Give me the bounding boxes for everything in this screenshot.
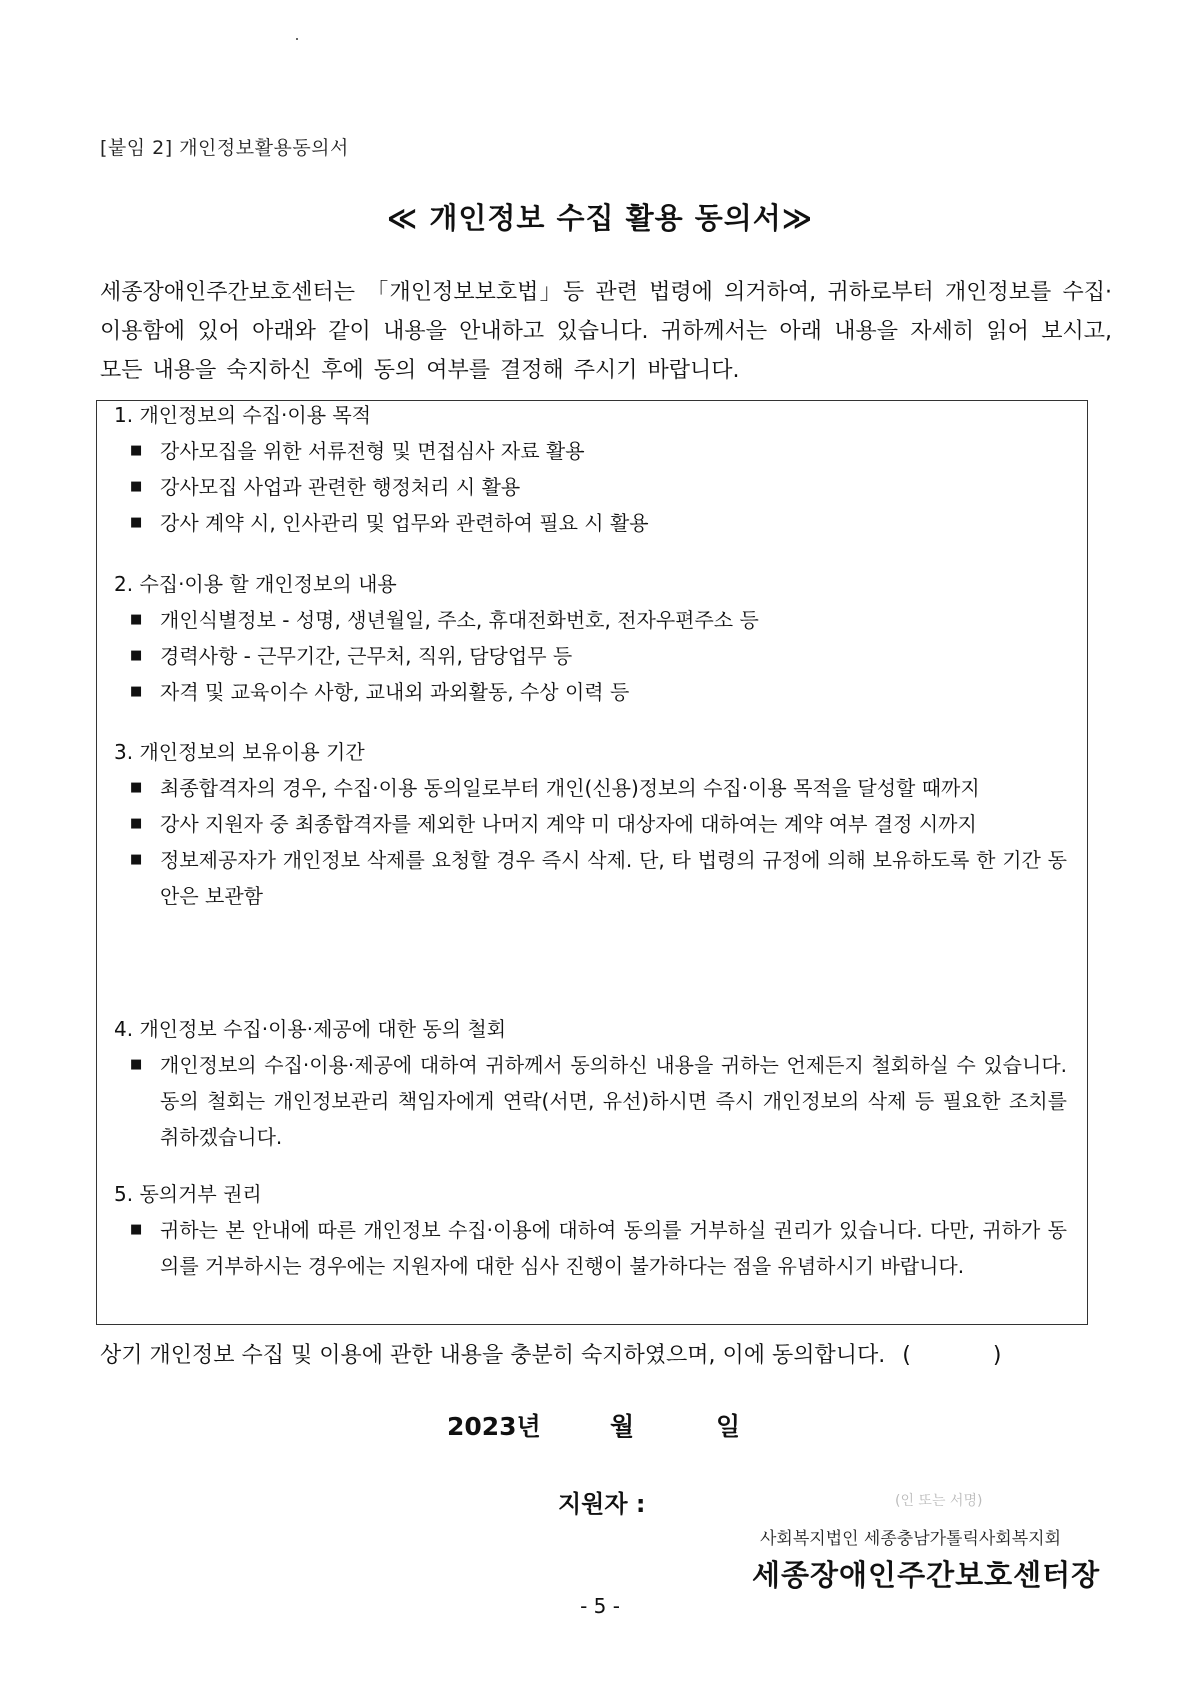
page-number: - 5 - [580, 1594, 620, 1618]
agreement-text: 상기 개인정보 수집 및 이용에 관한 내용을 충분히 숙지하였으며, 이에 동의합니다. [100, 1343, 886, 1368]
list-item [114, 602, 1071, 638]
section-heading: 2. 수집·이용 할 개인정보의 내용 [114, 572, 397, 596]
list-item [114, 469, 1071, 505]
list-item-text: 귀하는 본 안내에 따른 개인정보 수집·이용에 대하여 동의를 거부하실 권리가 있습니다. 다만, 귀하가 동의를 거부하시는 경우에는 지원자에 대한 심사 진행이 불가하다는 점을 유념하시기 바랍니다. [160, 1218, 1067, 1278]
scan-speck [296, 38, 298, 40]
open-paren: ( [902, 1343, 911, 1368]
list-item [114, 770, 1071, 806]
list-item [114, 433, 1071, 469]
list-item [114, 505, 1071, 541]
list-item-text: 강사 지원자 중 최종합격자를 제외한 나머지 계약 미 대상자에 대하여는 계약 여부 결정 시까지 [160, 812, 977, 836]
list-item [114, 1212, 1071, 1284]
section-heading: 4. 개인정보 수집·이용·제공에 대한 동의 철회 [114, 1017, 507, 1041]
list-item [114, 842, 1071, 914]
section-heading: 3. 개인정보의 보유이용 기간 [114, 740, 365, 764]
date-day: 일 [716, 1412, 741, 1441]
list-item-text: 경력사항 - 근무기간, 근무처, 직위, 담당업무 등 [160, 644, 573, 668]
section-heading: 1. 개인정보의 수집·이용 목적 [114, 403, 372, 427]
section-contents [114, 566, 1071, 710]
seal-signature-note: (인 또는 서명) [895, 1493, 983, 1509]
list-item-text: 정보제공자가 개인정보 삭제를 요청할 경우 즉시 삭제. 단, 타 법령의 규정에 의해 보유하도록 한 기간 동안은 보관함 [160, 848, 1067, 908]
bullet-icon: ■ [130, 684, 143, 699]
section-heading: 5. 동의거부 권리 [114, 1182, 262, 1206]
list-item-text: 자격 및 교육이수 사항, 교내외 과외활동, 수상 이력 등 [160, 680, 630, 704]
list-item [114, 638, 1071, 674]
bullet-icon: ■ [130, 780, 143, 795]
center-director: 세종장애인주간보호센터장 [752, 1558, 1101, 1592]
agreement-checkbox[interactable] [902, 1343, 1001, 1368]
list-item-text: 최종합격자의 경우, 수집·이용 동의일로부터 개인(신용)정보의 수집·이용 목적을 달성할 때까지 [160, 776, 980, 800]
intro-paragraph: 세종장애인주간보호센터는 「개인정보보호법」등 관련 법령에 의거하여, 귀하로부터 개인정보를 수집·이용함에 있어 아래와 같이 내용을 안내하고 있습니다. 귀하께서는 아래 내용을 자세히 읽어 보시고, 모든 내용을 숙지하신 후에 동의 여부를 결정해 주시기 바랍니다. [100, 280, 1112, 383]
bullet-icon: ■ [130, 648, 143, 663]
bullet-icon: ■ [130, 852, 143, 867]
consent-details-box [96, 400, 1088, 1325]
document-title: ≪ 개인정보 수집 활용 동의서≫ [386, 201, 814, 235]
list-item-text: 개인정보의 수집·이용·제공에 대하여 귀하께서 동의하신 내용을 귀하는 언제든지 철회하실 수 있습니다. 동의 철회는 개인정보관리 책임자에게 연락(서면, 유선)하시면 즉시 개인정보의 삭제 등 필요한 조치를 취하겠습니다. [160, 1053, 1067, 1149]
bullet-icon: ■ [130, 816, 143, 831]
list-item [114, 1047, 1071, 1155]
bullet-icon: ■ [130, 612, 143, 627]
list-item-text: 개인식별정보 - 성명, 생년월일, 주소, 휴대전화번호, 전자우편주소 등 [160, 608, 759, 632]
organization-name: 사회복지법인 세종충남가톨릭사회복지회 [760, 1529, 1061, 1549]
bullet-icon: ■ [130, 1057, 143, 1072]
section-withdrawal [114, 1011, 1071, 1155]
list-item [114, 674, 1071, 710]
attachment-label: [붙임 2] 개인정보활용동의서 [100, 137, 349, 159]
section-retention [114, 734, 1071, 914]
list-item-text: 강사모집 사업과 관련한 행정처리 시 활용 [160, 475, 521, 499]
agreement-statement [100, 1338, 1001, 1369]
list-item-text: 강사모집을 위한 서류전형 및 면접심사 자료 활용 [160, 439, 585, 463]
date-year: 2023년 [447, 1412, 541, 1441]
date-month: 월 [610, 1412, 635, 1441]
list-item [114, 806, 1071, 842]
close-paren: ) [992, 1343, 1002, 1368]
bullet-icon: ■ [130, 515, 143, 530]
section-right-to-refuse [114, 1176, 1071, 1284]
bullet-icon: ■ [130, 1222, 143, 1237]
bullet-icon: ■ [130, 443, 143, 458]
applicant-label: 지원자 : [558, 1490, 646, 1518]
list-item-text: 강사 계약 시, 인사관리 및 업무와 관련하여 필요 시 활용 [160, 511, 649, 535]
bullet-icon: ■ [130, 479, 143, 494]
section-purpose [114, 397, 1071, 541]
